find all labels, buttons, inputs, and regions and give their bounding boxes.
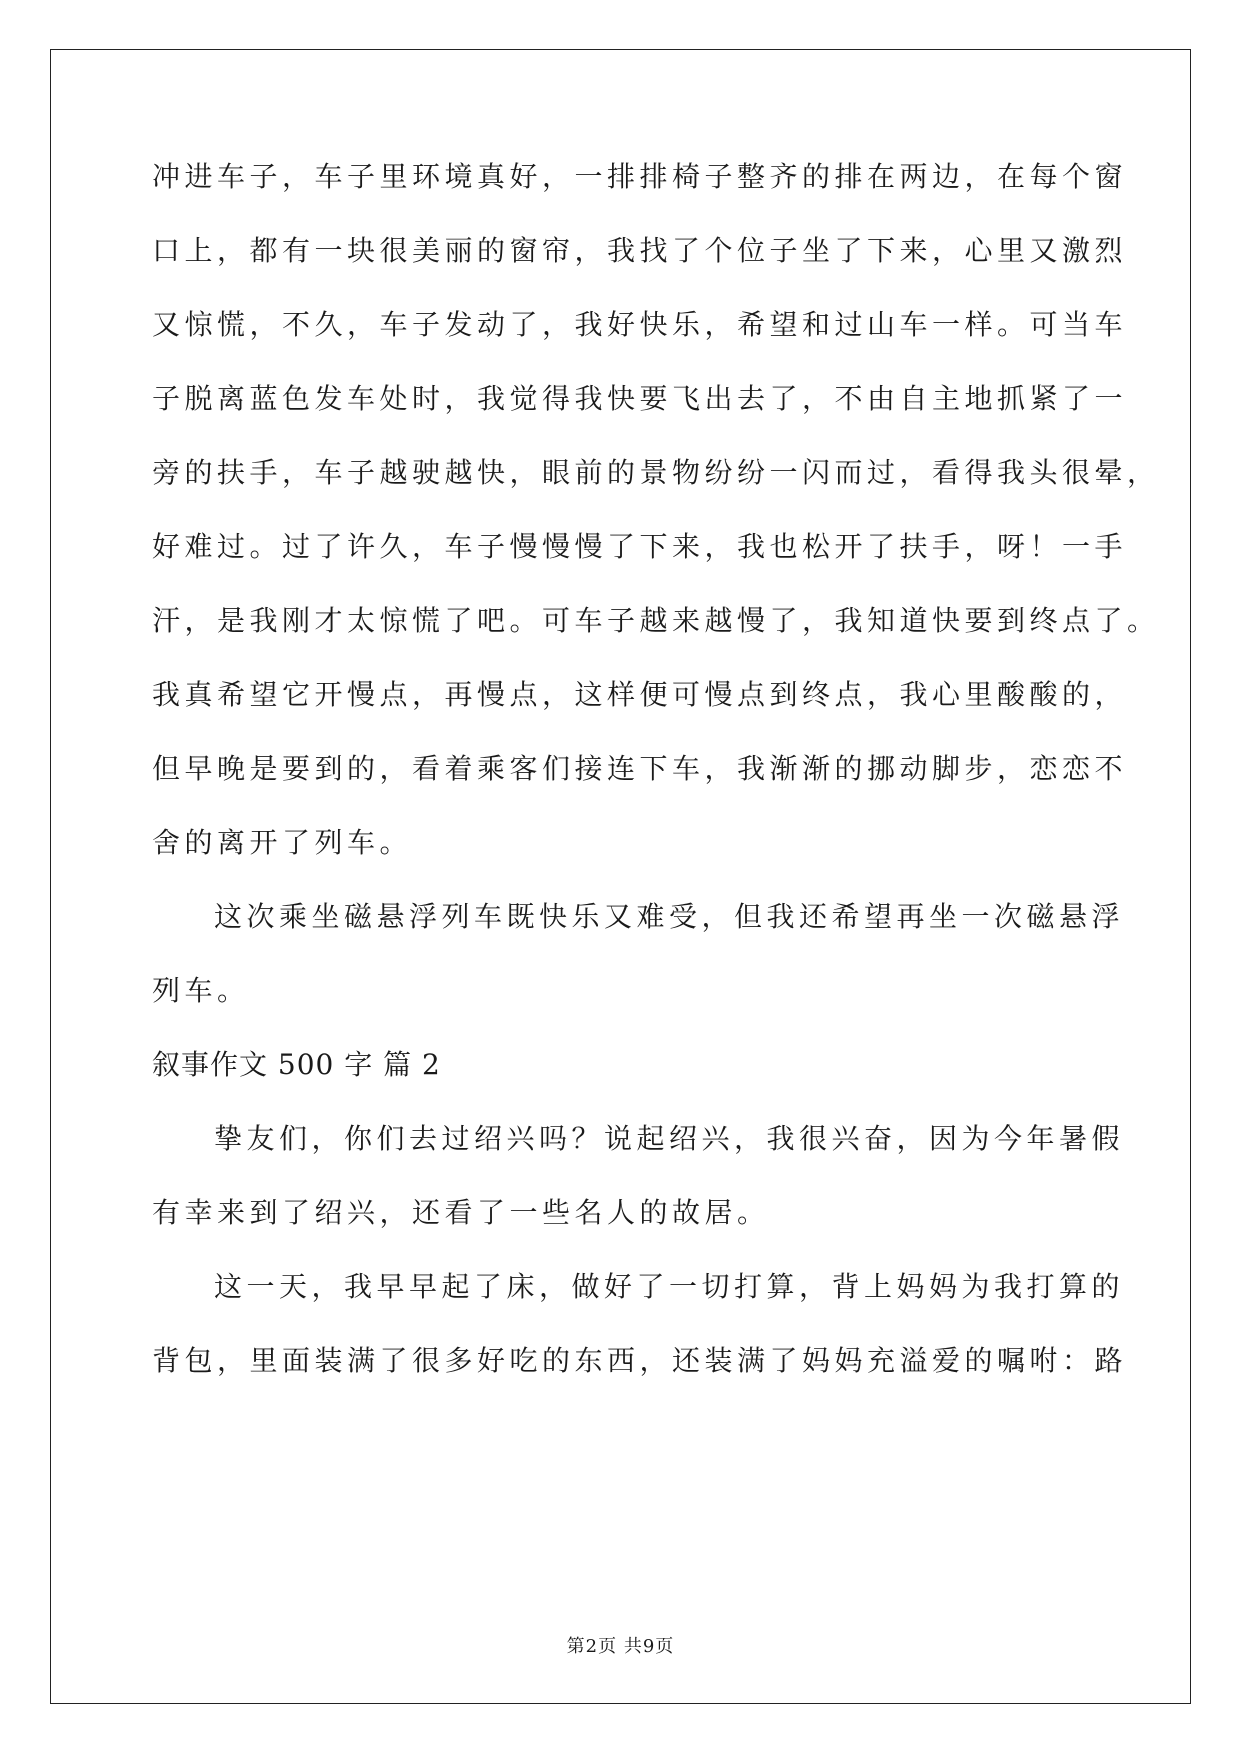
paragraph-first-line: 这次乘坐磁悬浮列车既快乐又难受，但我还希望再坐一次磁悬浮 [214,900,1125,933]
text-line: 但早晚是要到的，看着乘客们接连下车，我渐渐的挪动脚步，恋恋不 [152,752,1128,785]
paragraph-first-line: 这一天，我早早起了床，做好了一切打算，背上妈妈为我打算的 [214,1270,1125,1303]
text-line: 又惊慌，不久，车子发动了，我好快乐，希望和过山车一样。可当车 [152,308,1128,341]
section-heading: 叙事作文 500 字 篇 2 [152,1048,441,1081]
text-line: 舍的离开了列车。 [152,826,413,859]
paragraph-first-line: 挚友们，你们去过绍兴吗？说起绍兴，我很兴奋，因为今年暑假 [214,1122,1125,1155]
text-line: 汗，是我刚才太惊慌了吧。可车子越来越慢了，我知道快要到终点了。 [152,604,1160,637]
text-line: 好难过。过了许久，车子慢慢慢了下来，我也松开了扶手，呀！一手 [152,530,1128,563]
text-line: 列车。 [152,974,250,1007]
text-line: 我真希望它开慢点，再慢点，这样便可慢点到终点，我心里酸酸的， [152,678,1128,711]
text-line: 背包，里面装满了很多好吃的东西，还装满了妈妈充溢爱的嘱咐：路 [152,1344,1128,1377]
text-line: 冲进车子，车子里环境真好，一排排椅子整齐的排在两边，在每个窗 [152,160,1128,193]
text-line: 旁的扶手，车子越驶越快，眼前的景物纷纷一闪而过，看得我头很晕， [152,456,1160,489]
page-number: 第2页 共9页 [566,1636,675,1657]
text-line: 有幸来到了绍兴，还看了一些名人的故居。 [152,1196,770,1229]
text-line: 子脱离蓝色发车处时，我觉得我快要飞出去了，不由自主地抓紧了一 [152,382,1128,415]
page-border [50,49,1191,1704]
text-line: 口上，都有一块很美丽的窗帘，我找了个位子坐了下来，心里又激烈 [152,234,1128,267]
